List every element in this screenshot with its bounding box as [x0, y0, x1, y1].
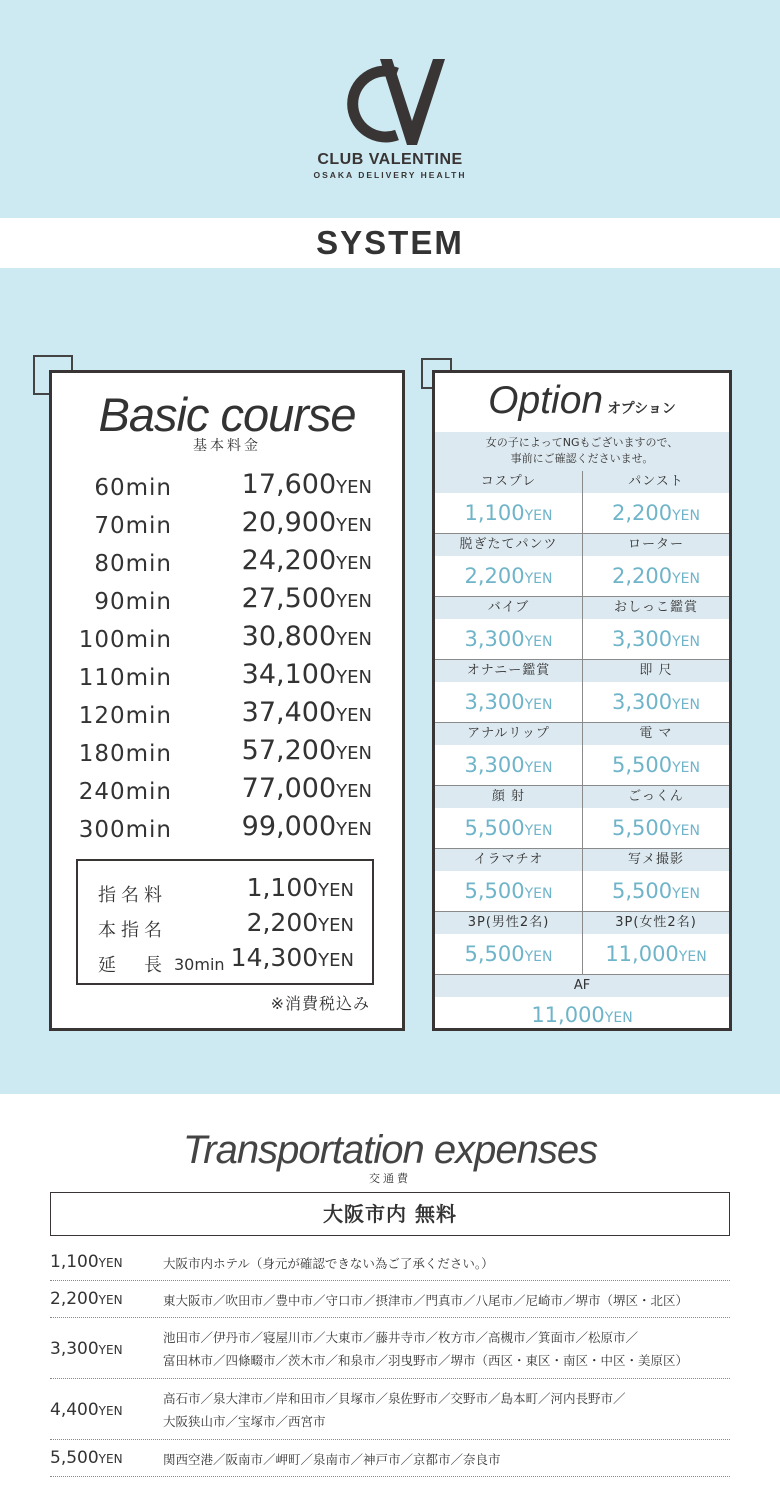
transport-areas: [163, 1326, 688, 1372]
brand-name: CLUB VALENTINE: [317, 151, 463, 168]
yen-unit: YEN: [336, 515, 372, 536]
transport-title: Transportation expenses: [182, 1128, 598, 1172]
yen-unit: YEN: [336, 591, 372, 612]
course-price-value: 77,000: [241, 773, 337, 804]
yen-unit: YEN: [678, 949, 707, 965]
transport-area-line: 関西空港／阪南市／岬町／泉南市／神戸市／京都市／奈良市: [163, 1452, 501, 1467]
option-price: [583, 745, 729, 785]
yen-unit: YEN: [336, 553, 372, 574]
option-title-en: Option: [488, 379, 604, 422]
option-card: [432, 370, 732, 1031]
course-row: [52, 505, 408, 543]
yen-unit: YEN: [336, 819, 372, 840]
option-price: [435, 493, 582, 533]
option-price: [435, 997, 729, 1037]
course-row: [52, 695, 408, 733]
option-note-line: 事前にご確認くださいませ。: [510, 452, 654, 465]
course-row: [52, 771, 408, 809]
course-price: [242, 507, 372, 538]
option-price-value: 2,200: [612, 564, 673, 588]
option-row: [435, 848, 729, 911]
option-price-value: 5,500: [464, 942, 525, 966]
option-cell: [583, 912, 729, 974]
course-row: [52, 733, 408, 771]
yen-unit: YEN: [604, 1010, 633, 1026]
fee-extra: 30min: [174, 955, 225, 974]
yen-unit: YEN: [672, 760, 700, 776]
option-price-value: 3,300: [464, 627, 525, 651]
option-row: [435, 471, 729, 533]
fee-price: [247, 908, 354, 937]
option-price: [435, 934, 582, 974]
transport-price-value: 3,300: [50, 1339, 99, 1359]
transport-price: [50, 1339, 123, 1359]
option-name: 脱ぎたてパンツ: [435, 534, 582, 556]
option-name: ごっくん: [583, 786, 729, 808]
option-price: [583, 934, 729, 974]
logo[interactable]: [0, 55, 780, 180]
option-price: [435, 556, 582, 596]
course-duration: 60min: [94, 475, 172, 501]
basic-course-card: [49, 370, 405, 1031]
option-cell: [435, 534, 582, 596]
tax-note: ※消費税込み: [270, 994, 370, 1013]
transport-area-line: 池田市／伊丹市／寝屋川市／大東市／藤井寺市／枚方市／高槻市／箕面市／松原市／: [163, 1330, 639, 1345]
fee-row: [78, 908, 372, 944]
yen-unit: YEN: [672, 697, 700, 713]
system-heading-band: [0, 218, 780, 268]
transport-row: [50, 1248, 730, 1281]
option-cell: [435, 912, 582, 974]
transport-price: [50, 1252, 123, 1272]
option-cell: [583, 723, 729, 785]
option-name: オナニー鑑賞: [435, 660, 582, 682]
fee-price: [247, 873, 354, 902]
option-row-af: [435, 974, 729, 1037]
basic-course-subtitle: 基本料金: [193, 438, 261, 454]
course-price: [242, 621, 372, 652]
option-price-value: 3,300: [464, 690, 525, 714]
option-divider: [582, 849, 583, 911]
course-price-value: 24,200: [241, 545, 337, 576]
option-cell: [583, 471, 729, 533]
option-price: [583, 682, 729, 722]
option-divider: [582, 660, 583, 722]
course-price: [242, 659, 372, 690]
yen-unit: YEN: [98, 1256, 123, 1270]
option-name: 3P(女性2名): [583, 912, 729, 934]
option-cell: [435, 471, 582, 533]
option-row: [435, 596, 729, 659]
cv-logo-icon: [335, 55, 445, 147]
option-cell: [435, 786, 582, 848]
option-name: バイブ: [435, 597, 582, 619]
option-divider: [582, 534, 583, 596]
option-price: [583, 619, 729, 659]
option-title: [435, 379, 729, 423]
course-duration: 90min: [94, 589, 172, 615]
option-divider: [582, 723, 583, 785]
course-price-value: 99,000: [241, 811, 337, 842]
option-row: [435, 533, 729, 596]
option-price-value: 11,000: [531, 1003, 605, 1027]
course-price-value: 20,900: [241, 507, 337, 538]
yen-unit: YEN: [336, 629, 372, 650]
yen-unit: YEN: [336, 477, 372, 498]
option-name: 顔 射: [435, 786, 582, 808]
yen-unit: YEN: [524, 949, 553, 965]
fee-price-value: 14,300: [230, 943, 319, 972]
yen-unit: YEN: [524, 508, 553, 524]
yen-unit: YEN: [336, 781, 372, 802]
option-name: イラマチオ: [435, 849, 582, 871]
transport-area-line: 高石市／泉大津市／岸和田市／貝塚市／泉佐野市／交野市／島本町／河内長野市／: [163, 1391, 626, 1406]
option-row: [435, 659, 729, 722]
option-price: [435, 682, 582, 722]
course-price: [242, 735, 372, 766]
transport-row: [50, 1322, 730, 1379]
option-name: ローター: [583, 534, 729, 556]
yen-unit: YEN: [524, 886, 553, 902]
transport-areas: [163, 1289, 688, 1312]
yen-unit: YEN: [672, 571, 700, 587]
course-duration: 240min: [78, 779, 172, 805]
option-price-value: 5,500: [464, 879, 525, 903]
yen-unit: YEN: [336, 743, 372, 764]
yen-unit: YEN: [672, 634, 700, 650]
option-price-value: 1,100: [464, 501, 525, 525]
course-duration: 180min: [78, 741, 172, 767]
yen-unit: YEN: [98, 1404, 123, 1418]
option-row: [435, 785, 729, 848]
yen-unit: YEN: [524, 697, 553, 713]
transport-price: [50, 1400, 123, 1420]
option-price: [435, 745, 582, 785]
transport-area-line: 大阪狭山市／宝塚市／西宮市: [163, 1414, 326, 1429]
option-cell: [435, 723, 582, 785]
option-note: [435, 432, 729, 471]
course-duration: 100min: [78, 627, 172, 653]
course-price-value: 17,600: [241, 469, 337, 500]
option-price: [583, 871, 729, 911]
transport-price: [50, 1289, 123, 1309]
yen-unit: YEN: [672, 508, 700, 524]
yen-unit: YEN: [336, 667, 372, 688]
transport-price-value: 2,200: [50, 1289, 99, 1309]
option-cell: [583, 660, 729, 722]
transport-row: [50, 1383, 730, 1440]
option-name: アナルリップ: [435, 723, 582, 745]
option-name: 3P(男性2名): [435, 912, 582, 934]
brand-tagline: OSAKA DELIVERY HEALTH: [313, 170, 467, 180]
transport-areas: [163, 1387, 626, 1433]
option-name: 写メ撮影: [583, 849, 729, 871]
option-divider: [582, 912, 583, 974]
option-name: AF: [435, 975, 729, 997]
option-divider: [582, 471, 583, 533]
option-price-value: 5,500: [464, 816, 525, 840]
fee-label: 指名料: [98, 885, 167, 906]
yen-unit: YEN: [524, 760, 553, 776]
option-price-value: 3,300: [612, 690, 673, 714]
option-cell: [583, 849, 729, 911]
course-price: [242, 773, 372, 804]
transport-price-value: 4,400: [50, 1400, 99, 1420]
course-price-value: 57,200: [241, 735, 337, 766]
option-price: [435, 871, 582, 911]
option-price: [435, 808, 582, 848]
yen-unit: YEN: [98, 1343, 123, 1357]
yen-unit: YEN: [672, 886, 700, 902]
yen-unit: YEN: [336, 705, 372, 726]
yen-unit: YEN: [318, 915, 354, 936]
transport-row: [50, 1444, 730, 1477]
option-name: 電 マ: [583, 723, 729, 745]
fee-row: [78, 943, 372, 979]
option-grid: [435, 471, 729, 1037]
option-price-value: 3,300: [464, 753, 525, 777]
transport-price-value: 5,500: [50, 1448, 99, 1468]
fee-price-value: 1,100: [246, 873, 319, 902]
option-cell: [583, 786, 729, 848]
transport-area-line: 富田林市／四條畷市／茨木市／和泉市／羽曳野市／堺市（西区・東区・南区・中区・美原区）: [163, 1353, 689, 1368]
option-price: [583, 493, 729, 533]
course-price-value: 27,500: [241, 583, 337, 614]
option-price-value: 2,200: [464, 564, 525, 588]
option-price-value: 11,000: [605, 942, 679, 966]
fee-price-value: 2,200: [246, 908, 319, 937]
transport-price: [50, 1448, 123, 1468]
option-price: [435, 619, 582, 659]
option-cell: [583, 597, 729, 659]
yen-unit: YEN: [318, 950, 354, 971]
fee-row: [78, 873, 372, 909]
course-row: [52, 809, 408, 847]
yen-unit: YEN: [524, 823, 553, 839]
transport-row: [50, 1285, 730, 1318]
course-duration: 80min: [94, 551, 172, 577]
fee-box: [76, 859, 374, 985]
option-note-line: 女の子によってNGもございますので、: [485, 436, 679, 449]
option-cell: [583, 534, 729, 596]
fee-label: 本指名: [98, 920, 167, 941]
course-row: [52, 619, 408, 657]
yen-unit: YEN: [318, 880, 354, 901]
course-duration: 120min: [78, 703, 172, 729]
basic-course-title: Basic course: [98, 388, 356, 441]
option-name: パンスト: [583, 471, 729, 493]
course-duration: 70min: [94, 513, 172, 539]
free-area-box: 大阪市内 無料: [50, 1192, 730, 1236]
transport-subtitle: 交通費: [369, 1172, 411, 1185]
transport-areas: [163, 1252, 494, 1275]
yen-unit: YEN: [98, 1452, 123, 1466]
yen-unit: YEN: [672, 823, 700, 839]
option-price: [583, 808, 729, 848]
course-row: [52, 543, 408, 581]
transport-price-value: 1,100: [50, 1252, 99, 1272]
fee-label: 延 長: [98, 955, 167, 976]
course-price-value: 30,800: [241, 621, 337, 652]
option-divider: [582, 597, 583, 659]
option-title-ja: オプション: [607, 401, 676, 417]
page-title: SYSTEM: [316, 224, 464, 261]
option-cell: [435, 849, 582, 911]
course-row: [52, 467, 408, 505]
course-duration: 110min: [78, 665, 172, 691]
course-duration: 300min: [78, 817, 172, 843]
option-price-value: 5,500: [612, 816, 673, 840]
option-cell: [435, 660, 582, 722]
header-band: [0, 0, 780, 218]
option-name: コスプレ: [435, 471, 582, 493]
course-price: [242, 583, 372, 614]
course-price-value: 34,100: [241, 659, 337, 690]
yen-unit: YEN: [524, 571, 553, 587]
option-row: [435, 722, 729, 785]
course-price: [242, 545, 372, 576]
option-price: [583, 556, 729, 596]
option-name: 即 尺: [583, 660, 729, 682]
fee-price: [231, 943, 354, 972]
transport-area-line: 東大阪市／吹田市／豊中市／守口市／摂津市／門真市／八尾市／尼崎市／堺市（堺区・北区）: [163, 1293, 689, 1308]
transport-areas: [163, 1448, 501, 1471]
option-price-value: 5,500: [612, 879, 673, 903]
course-price-value: 37,400: [241, 697, 337, 728]
yen-unit: YEN: [98, 1293, 123, 1307]
option-price-value: 2,200: [612, 501, 673, 525]
option-price-value: 3,300: [612, 627, 673, 651]
transport-area-line: 大阪市内ホテル（身元が確認できない為ご了承ください。）: [163, 1256, 494, 1271]
course-price: [242, 469, 372, 500]
option-cell: [435, 597, 582, 659]
yen-unit: YEN: [524, 634, 553, 650]
option-divider: [582, 786, 583, 848]
option-name: おしっこ鑑賞: [583, 597, 729, 619]
course-price: [242, 697, 372, 728]
course-row: [52, 657, 408, 695]
course-row: [52, 581, 408, 619]
course-price: [242, 811, 372, 842]
option-price-value: 5,500: [612, 753, 673, 777]
option-row: [435, 911, 729, 974]
